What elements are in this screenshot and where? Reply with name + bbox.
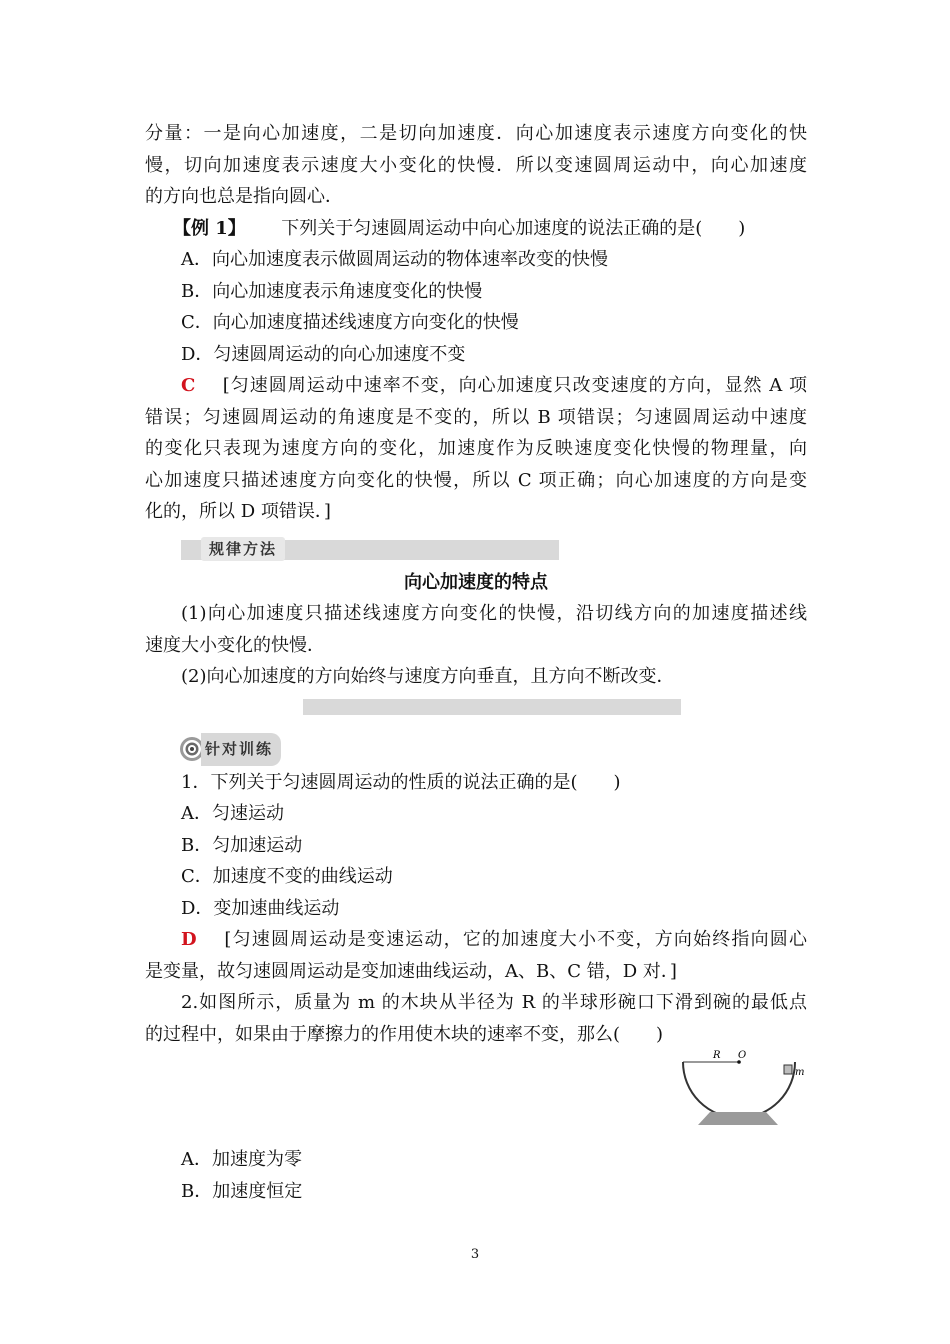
q1-explain-1: [匀速圆周运动是变速运动，它的加速度大小不变，方向始终指向圆心 [224, 929, 807, 950]
q1-option-a: A．匀速运动 [181, 803, 284, 824]
bowl-stand [698, 1112, 778, 1125]
q1-explain-line-2: 是变量，故匀速圆周运动是变加速曲线运动，A、B、C 错，D 对．] [145, 960, 677, 982]
method-header-bar [181, 540, 559, 560]
label-radius: R [713, 1050, 721, 1061]
intro-line-1: 分量：一是向心加速度，二是切向加速度．向心加速度表示速度方向变化的快 [145, 123, 807, 144]
method-line-2: 速度大小变化的快慢． [145, 634, 325, 656]
example1-option-d: D．匀速圆周运动的向心加速度不变 [181, 343, 466, 365]
intro-line-3: 的方向也总是指向圆心． [145, 186, 343, 207]
q1-explain-line-1 [145, 924, 807, 956]
q1-answer: D [181, 929, 197, 950]
example1-explain-line-5: 化的，所以 D 项错误．] [145, 501, 331, 522]
training-header [145, 731, 807, 759]
example1-explain-line-2: 错误；匀速圆周运动的角速度是不变的，所以 B 项错误；匀速圆周运动中速度 [145, 406, 807, 428]
example1-question: 下列关于匀速圆周运动中向心加速度的说法正确的是( ) [281, 217, 746, 239]
example1-option-a: A．向心加速度表示做圆周运动的物体速率改变的快慢 [181, 249, 608, 270]
training-header-badge [179, 733, 281, 767]
q1-option-d: D．变加速曲线运动 [181, 897, 340, 919]
example1-explain-line-1 [145, 370, 807, 402]
method-line-3: (2)向心加速度的方向始终与速度方向垂直，且方向不断改变． [181, 666, 675, 687]
q2-option-b: B．加速度恒定 [181, 1180, 303, 1202]
method-tag: 规律方法 [201, 537, 285, 561]
bowl-figure [678, 1046, 808, 1130]
training-tag: 针对训练 [201, 733, 281, 767]
method-title: 向心加速度的特点 [404, 571, 548, 593]
label-center: O [738, 1050, 747, 1061]
q2-line-2: 的过程中，如果由于摩擦力的作用使木块的速率不变，那么( ) [145, 1023, 664, 1045]
wood-block [784, 1065, 792, 1074]
method-line-1: (1)向心加速度只描述线速度方向变化的快慢，沿切线方向的加速度描述线 [181, 603, 807, 624]
example1-explain-line-4: 心加速度只描述速度方向变化的快慢，所以 C 项正确；向心加速度的方向是变 [145, 469, 807, 491]
example1-explain-line-3: 的变化只表现为速度方向的变化，加速度作为反映速度变化快慢的物理量，向 [145, 438, 807, 459]
example1-explain-1: [匀速圆周运动中速率不变，向心加速度只改变速度的方向，显然 A 项 [222, 375, 807, 396]
intro-line-2: 慢，切向加速度表示速度大小变化的快慢．所以变速圆周运动中，向心加速度 [145, 154, 807, 176]
q1-option-c: C．加速度不变的曲线运动 [181, 866, 393, 887]
example1-answer: C [181, 375, 196, 396]
method-footer-bar [303, 699, 681, 715]
q1-option-b: B．匀加速运动 [181, 834, 303, 856]
document-body [145, 118, 807, 1207]
label-mass: m [795, 1067, 805, 1078]
q1-question: 1．下列关于匀速圆周运动的性质的说法正确的是( ) [181, 771, 621, 793]
example1-question-line [145, 213, 807, 245]
q2-line-1: 2.如图所示，质量为 m 的木块从半径为 R 的半球形碗口下滑到碗的最低点 [181, 992, 807, 1013]
page-number: 3 [470, 1247, 480, 1262]
example1-tag: 【例 1】 [173, 217, 246, 239]
bowl-arc [683, 1062, 795, 1118]
q2-option-a: A．加速度为零 [181, 1149, 302, 1170]
example1-option-c: C．向心加速度描述线速度方向变化的快慢 [181, 312, 519, 333]
example1-option-b: B．向心加速度表示角速度变化的快慢 [181, 280, 483, 302]
